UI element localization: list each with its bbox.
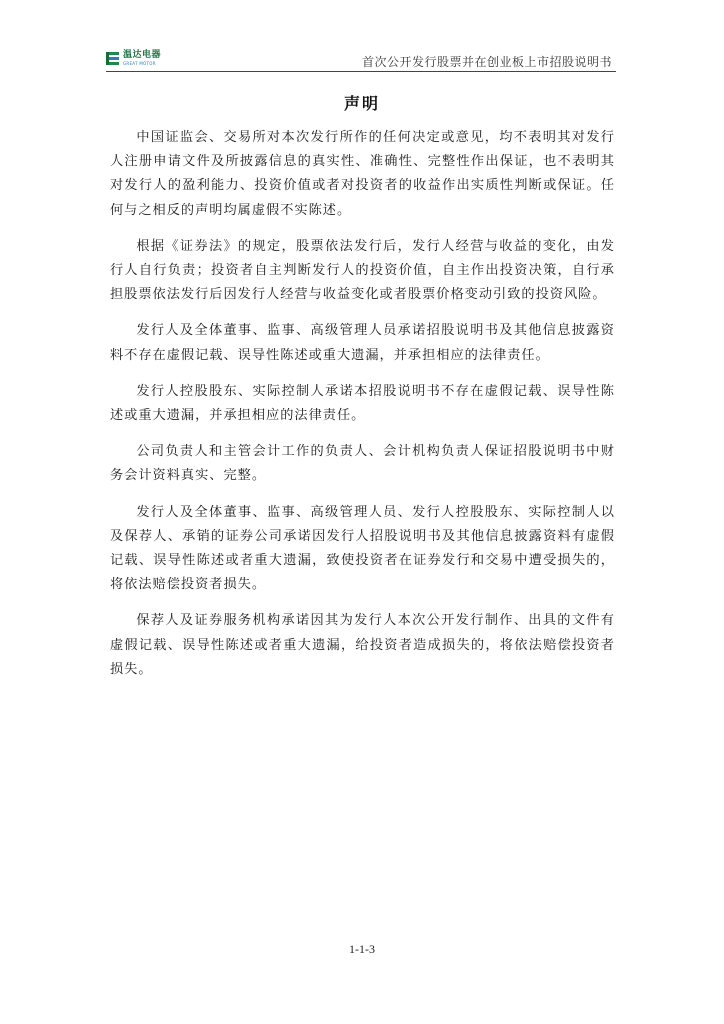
company-logo: [106, 50, 166, 68]
logo-icon: [106, 50, 120, 66]
paragraph: 根据《证券法》的规定，股票依法发行后，发行人经营与收益的变化，由发行人自行负责；投资者自主判断发行人的投资价值，自主作出投资决策，自行承担股票依法发行后因发行人经营与收益变化或者股票价格变动引致的投资风险。: [110, 238, 615, 303]
paragraph: 中国证监会、交易所对本次发行所作的任何决定或意见，均不表明其对发行人注册申请文件及所披露信息的真实性、准确性、完整性作出保证，也不表明其对发行人的盈利能力、投资价值或者对投资者的收益作出实质性判断或保证。任何与之相反的声明均属虚假不实陈述。: [110, 130, 615, 218]
paragraph: 发行人及全体董事、监事、高级管理人员承诺招股说明书及其他信息披露资料不存在虚假记载、误导性陈述或重大遗漏，并承担相应的法律责任。: [110, 323, 615, 363]
paragraph: 发行人控股股东、实际控制人承诺本招股说明书不存在虚假记载、误导性陈述或重大遗漏，并承担相应的法律责任。: [110, 383, 615, 424]
page-title: 声明: [343, 94, 380, 113]
page-number: 1-1-3: [349, 942, 375, 956]
paragraph: 发行人及全体董事、监事、高级管理人员、发行人控股股东、实际控制人以及保荐人、承销的证券公司承诺因发行人招股说明书及其他信息披露资料有虚假记载、误导性陈述或者重大遗漏，致使投资者在证券发行和交易中遭受损失的，将依法赔偿投资者损失。: [110, 504, 615, 593]
declaration-body: [110, 126, 615, 694]
header-divider: [106, 71, 616, 72]
paragraph: 公司负责人和主管会计工作的负责人、会计机构负责人保证招股说明书中财务会计资料真实、完整。: [110, 444, 615, 484]
page-header: [106, 44, 616, 70]
document-title: 首次公开发行股票并在创业板上市招股说明书: [361, 55, 612, 69]
logo-text: 温达电器: [123, 50, 162, 60]
logo-subtext: GREAT MOTOR: [123, 61, 156, 66]
paragraph: 保荐人及证券服务机构承诺因其为发行人本次公开发行制作、出具的文件有虚假记载、误导性陈述或者重大遗漏，给投资者造成损失的，将依法赔偿投资者损失。: [110, 613, 615, 677]
